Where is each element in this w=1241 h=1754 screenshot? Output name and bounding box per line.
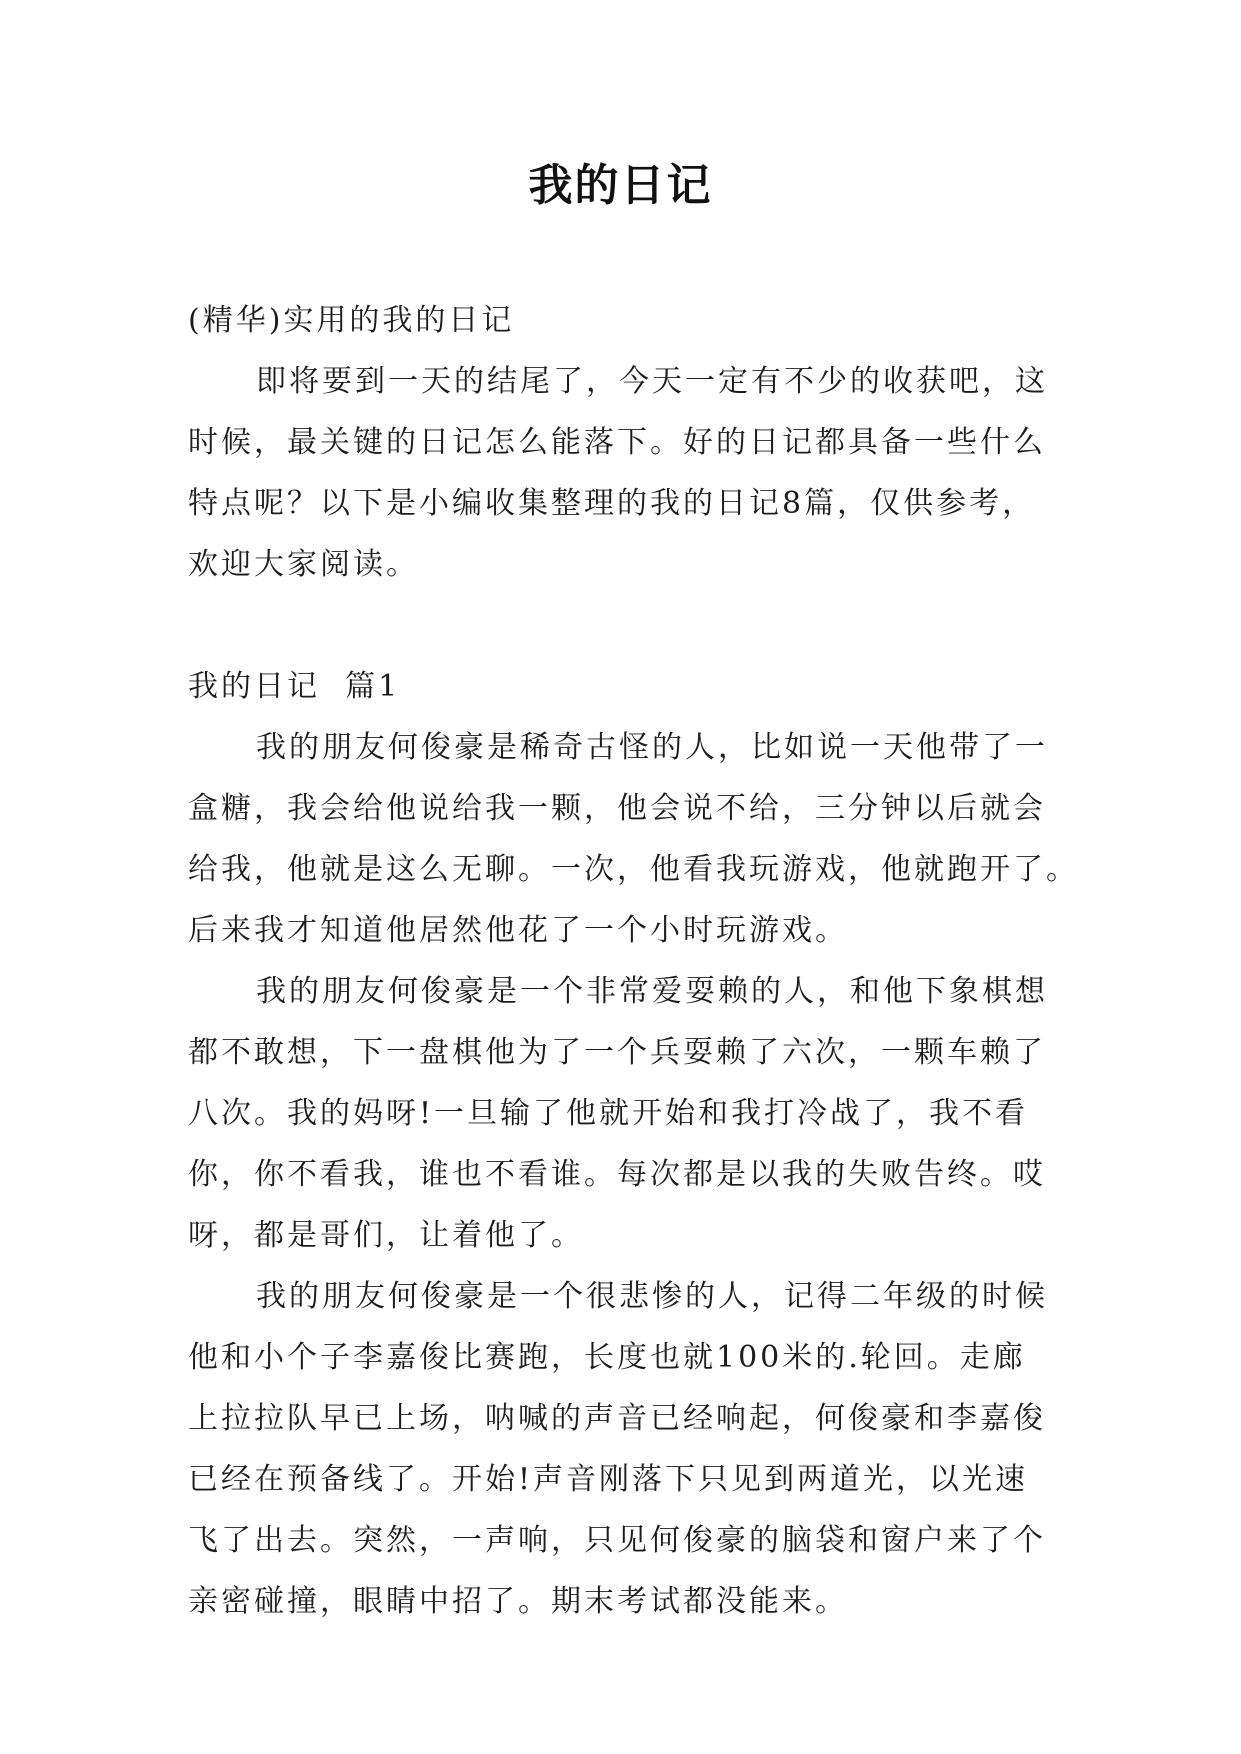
paragraph-line: 我的朋友何俊豪是一个很悲惨的人，记得二年级的时候	[256, 1279, 1048, 1314]
paragraph-line: 他和小个子李嘉俊比赛跑，长度也就100米的.轮回。走廊	[188, 1340, 1026, 1375]
paragraph-line: 上拉拉队早已上场，呐喊的声音已经响起，何俊豪和李嘉俊	[188, 1401, 1046, 1436]
paragraph-1	[188, 717, 1079, 961]
paragraph-line: 八次。我的妈呀!一旦输了他就开始和我打冷战了，我不看	[188, 1096, 1029, 1131]
paragraph-line: 后来我才知道他居然他花了一个小时玩游戏。	[188, 913, 848, 948]
paragraph-line: 时候，最关键的日记怎么能落下。好的日记都具备一些什么	[188, 425, 1046, 460]
paragraph-line: 飞了出去。突然，一声响，只见何俊豪的脑袋和窗户来了个	[188, 1523, 1046, 1558]
paragraph-line: 都不敢想，下一盘棋他为了一个兵耍赖了六次，一颗车赖了	[188, 1035, 1046, 1070]
paragraph-line: 亲密碰撞，眼睛中招了。期末考试都没能来。	[188, 1584, 848, 1619]
blank-line	[188, 595, 1058, 656]
paragraph-line: 特点呢？以下是小编收集整理的我的日记8篇，仅供参考，	[188, 486, 1036, 521]
document-subtitle: (精华)实用的我的日记	[188, 303, 515, 338]
paragraph-line: 欢迎大家阅读。	[188, 547, 419, 582]
paragraph-line: 给我，他就是这么无聊。一次，他看我玩游戏，他就跑开了。	[188, 852, 1079, 887]
paragraph-line: 我的朋友何俊豪是一个非常爱耍赖的人，和他下象棋想	[256, 974, 1048, 1009]
page-title: 我的日记	[528, 160, 713, 211]
intro-paragraph	[188, 351, 1058, 595]
paragraph-3	[188, 1266, 1058, 1632]
section-heading: 我的日记 篇1	[188, 669, 401, 704]
paragraph-line: 盒糖，我会给他说给我一颗，他会说不给，三分钟以后就会	[188, 791, 1046, 826]
paragraph-line: 你，你不看我，谁也不看谁。每次都是以我的失败告终。哎	[188, 1157, 1046, 1192]
paragraph-line: 即将要到一天的结尾了，今天一定有不少的收获吧，这	[256, 364, 1048, 399]
paragraph-line: 呀，都是哥们，让着他了。	[188, 1218, 584, 1253]
document-body	[188, 290, 1079, 1632]
paragraph-line: 已经在预备线了。开始!声音刚落下只见到两道光，以光速	[188, 1462, 1029, 1497]
paragraph-2	[188, 961, 1058, 1266]
paragraph-line: 我的朋友何俊豪是稀奇古怪的人，比如说一天他带了一	[256, 730, 1048, 765]
